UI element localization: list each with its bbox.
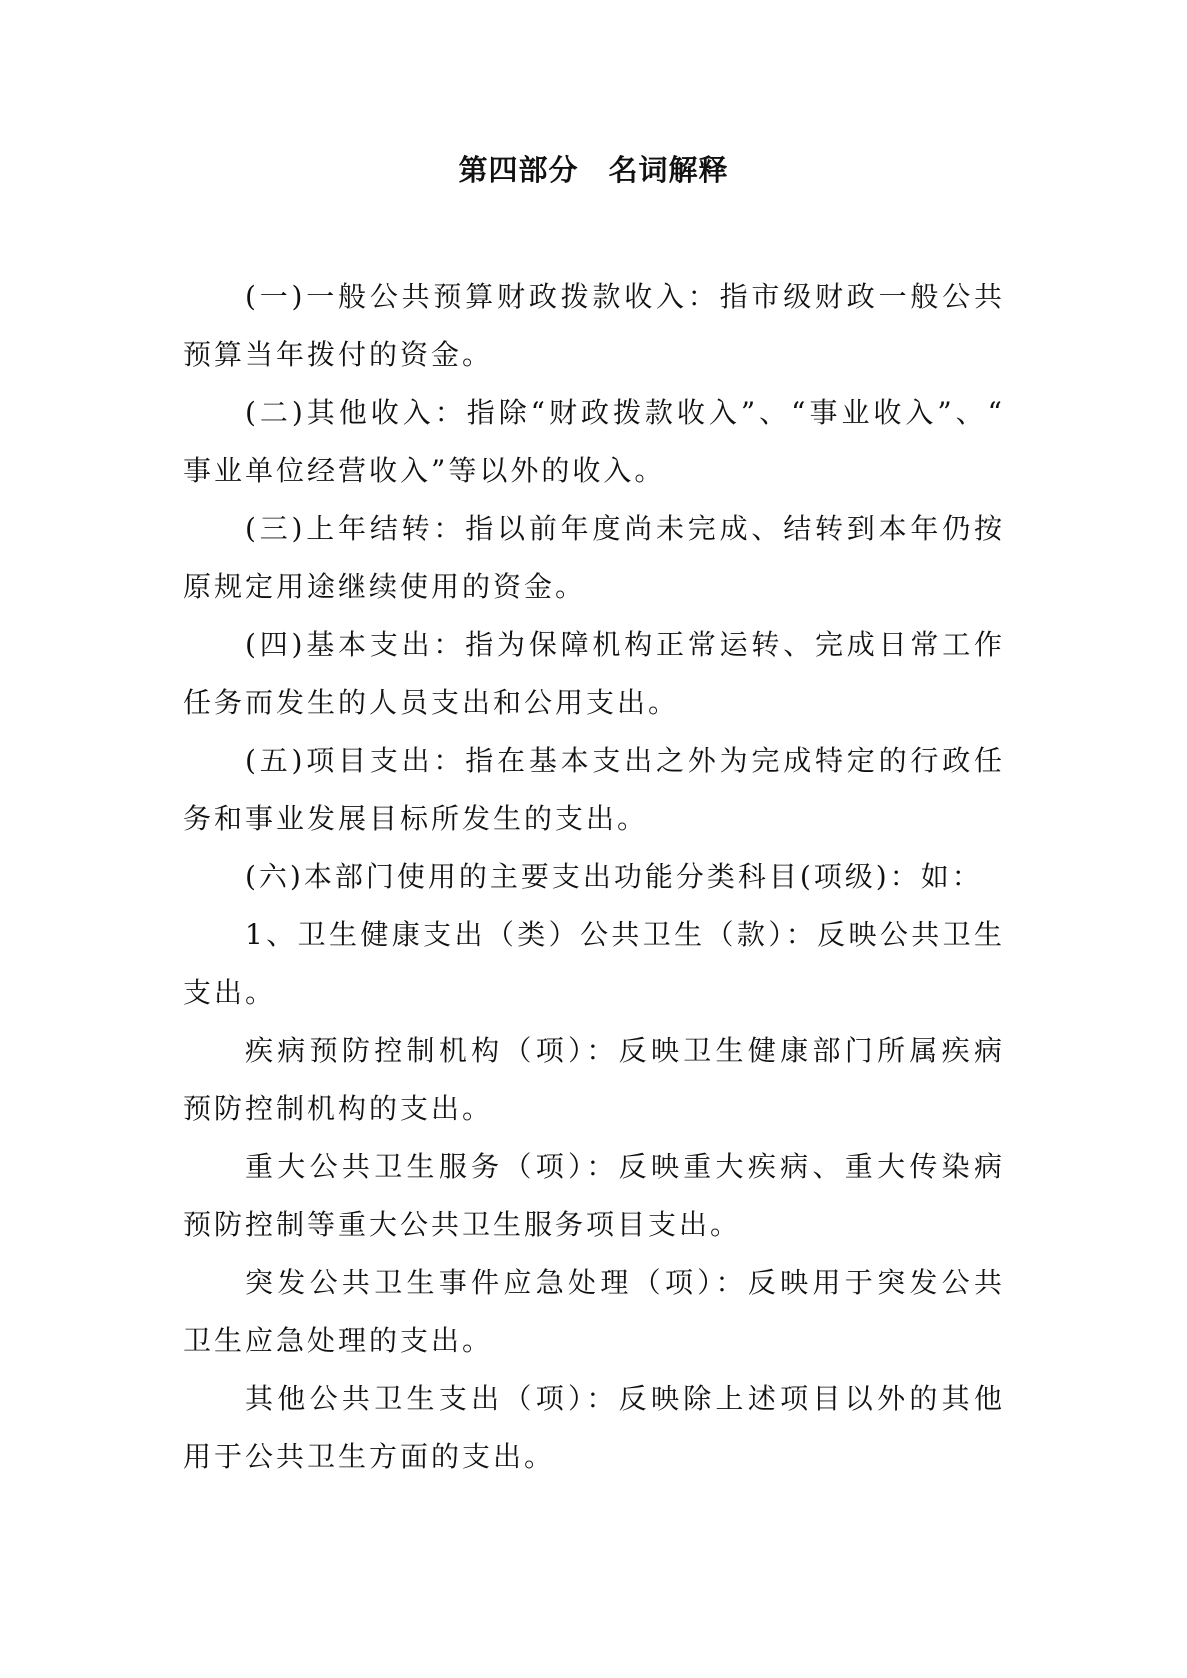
- paragraph-basic-expenditure: (四)基本支出：指为保障机构正常运转、完成日常工作任务而发生的人员支出和公用支出。: [183, 628, 1005, 719]
- document-body: [183, 268, 1005, 1486]
- paragraph-other-public-health: 其他公共卫生支出（项）：反映除上述项目以外的其他用于公共卫生方面的支出。: [183, 1382, 1005, 1473]
- paragraph-disease-control: 疾病预防控制机构（项）：反映卫生健康部门所属疾病预防控制机构的支出。: [183, 1034, 1005, 1125]
- paragraph-function-classification: (六)本部门使用的主要支出功能分类科目(项级)：如：: [245, 860, 983, 893]
- paragraph-other-income: (二)其他收入：指除“财政拨款收入”、“事业收入”、“事业单位经营收入”等以外的收入。: [183, 396, 1005, 487]
- paragraph-general-budget-income: (一)一般公共预算财政拨款收入：指市级财政一般公共预算当年拨付的资金。: [183, 280, 1005, 371]
- paragraph-emergency-response: 突发公共卫生事件应急处理（项）：反映用于突发公共卫生应急处理的支出。: [183, 1266, 1005, 1357]
- page-title: 第四部分 名词解释: [458, 153, 729, 187]
- paragraph-health-expenditure: 1、卫生健康支出（类）公共卫生（款）：反映公共卫生支出。: [183, 918, 1005, 1009]
- paragraph-major-public-health: 重大公共卫生服务（项）：反映重大疾病、重大传染病预防控制等重大公共卫生服务项目支出。: [183, 1150, 1005, 1241]
- paragraph-prior-year-carryover: (三)上年结转：指以前年度尚未完成、结转到本年仍按原规定用途继续使用的资金。: [183, 512, 1005, 603]
- paragraph-project-expenditure: (五)项目支出：指在基本支出之外为完成特定的行政任务和事业发展目标所发生的支出。: [183, 744, 1005, 835]
